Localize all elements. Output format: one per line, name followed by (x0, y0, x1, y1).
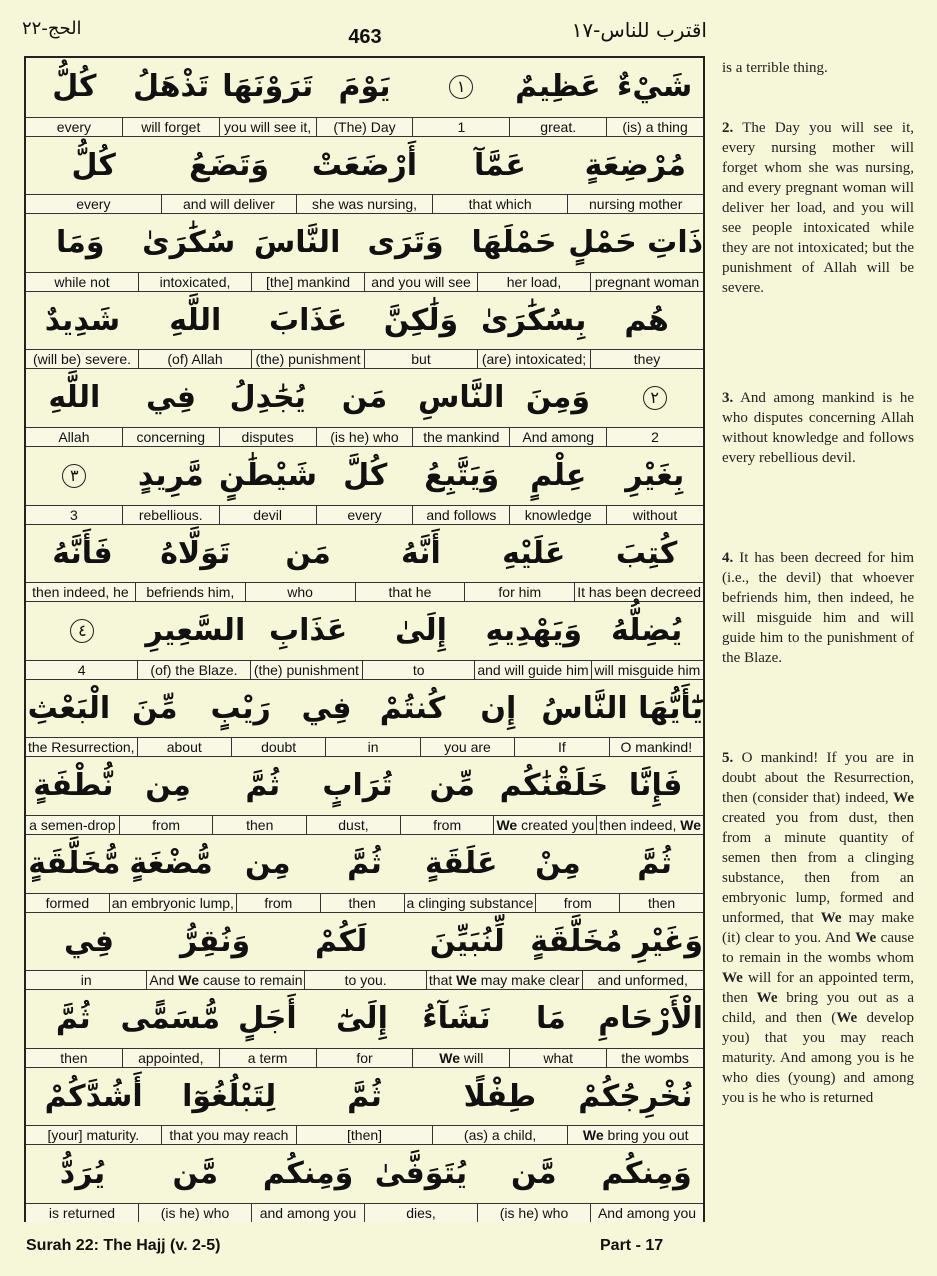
translation-text: The Day you will see it, every nursing mother will forget whom she was nursing, and every pregnant woman will deliver her load, and you will see people intoxicated while they are not intoxicated; but the punishment of Allah will be severe. (722, 120, 914, 296)
arabic-word: مَن (341, 380, 388, 416)
verse-number-circle: ٢ (643, 386, 667, 410)
english-gloss: doubt (231, 738, 325, 756)
english-gloss: what (509, 1049, 606, 1067)
english-gloss: she was nursing, (296, 195, 432, 213)
arabic-line (26, 58, 703, 116)
arabic-word: عِلْمٍ (530, 458, 587, 493)
english-gloss: an embryonic lump, (109, 894, 236, 912)
verse-number: 3. (722, 390, 734, 406)
arabic-word: عَمَّآ (473, 147, 526, 183)
english-gloss: We bring you out (567, 1126, 703, 1144)
english-gloss: but (364, 350, 477, 368)
verse-number-circle: ٣ (62, 464, 86, 488)
english-gloss: in (80, 972, 92, 989)
english-gloss: 4 (77, 661, 86, 678)
arabic-line (26, 214, 703, 272)
arabic-word: يُجَٰدِلُ (229, 380, 306, 416)
english-gloss: is returned (48, 1204, 116, 1221)
english-gloss: and will deliver (161, 195, 297, 213)
english-gloss: disputes (219, 428, 316, 446)
verse-number-marker (413, 58, 510, 116)
arabic-word: النَّاسَ (253, 225, 341, 261)
arabic-word: وَيَتَّبِعُ (424, 458, 500, 493)
arabic-word: وَغَيْرِ مُخَلَّقَةٍ (530, 923, 703, 959)
arabic-word: ذَاتِ حَمْلٍ (568, 225, 703, 261)
arabic-word: تُرَابٍ (322, 768, 393, 804)
english-gloss: and follows (412, 506, 509, 524)
english-gloss: and will guide him (474, 661, 590, 679)
arabic-word: تَرَوْنَهَا (222, 69, 314, 104)
english-gloss: from (236, 894, 320, 912)
arabic-word: مَّن (510, 1156, 557, 1192)
verse-row (26, 679, 703, 757)
english-gloss: O mankind! (609, 738, 703, 756)
english-gloss: then (212, 816, 306, 834)
english-gloss: without (606, 506, 703, 524)
arabic-word: سُكَٰرَىٰ (142, 225, 236, 261)
english-gloss: to (362, 661, 474, 679)
translation-paragraph (722, 548, 914, 668)
english-gloss: that he (355, 583, 465, 601)
english-gloss: We created you (493, 816, 596, 834)
english-gloss-line (26, 815, 703, 834)
arabic-word: شَدِيدٌ (44, 302, 121, 338)
arabic-word: اللَّهِ (48, 380, 101, 416)
arabic-word: وَمِنَ (525, 380, 591, 416)
arabic-line (26, 1145, 703, 1203)
verse-number-circle: ٤ (70, 619, 94, 643)
english-gloss: from (119, 816, 213, 834)
arabic-word: يُضِلُّهُ (610, 613, 683, 649)
verse-number: 4. (722, 550, 734, 566)
english-gloss: and unformed, (582, 971, 703, 989)
verse-row (26, 1144, 703, 1222)
english-gloss: (is he) who (138, 1204, 251, 1222)
english-gloss: to you. (304, 971, 425, 989)
arabic-line (26, 602, 703, 660)
arabic-word: كُلُّ (52, 69, 97, 104)
verse-row (26, 58, 703, 136)
arabic-line (26, 990, 703, 1048)
english-gloss: will misguide him (591, 661, 703, 679)
verse-number-marker (26, 602, 139, 660)
english-gloss: then (619, 894, 703, 912)
arabic-word: يُرَدُّ (59, 1156, 106, 1192)
arabic-word: أَجَلٍ (238, 1001, 297, 1037)
english-gloss: a clinging substance (404, 894, 536, 912)
verse-number-circle: ١ (449, 75, 473, 99)
arabic-line (26, 680, 703, 738)
arabic-line (26, 1068, 703, 1126)
english-gloss: devil (219, 506, 316, 524)
translation-paragraph (722, 118, 914, 298)
footer-surah-label: Surah 22: The Hajj (v. 2-5) (26, 1237, 221, 1254)
english-gloss: concerning (122, 428, 219, 446)
arabic-word: لِتَبْلُغُوٓا (182, 1078, 277, 1114)
verse-row (26, 213, 703, 291)
english-gloss: the Resurrection, (27, 739, 135, 756)
english-gloss: dies, (364, 1204, 477, 1222)
english-gloss: (The) Day (316, 118, 413, 136)
english-gloss: And among (509, 428, 606, 446)
english-gloss: rebellious. (122, 506, 219, 524)
verse-number: 2. (722, 120, 734, 136)
header-surah-label: الحج-٢٢ (22, 18, 82, 39)
english-gloss: intoxicated, (138, 273, 251, 291)
footer-part-label: Part - 17 (600, 1237, 664, 1254)
english-gloss: while not (54, 273, 110, 290)
verse-row (26, 756, 703, 834)
english-gloss: that which (432, 195, 568, 213)
arabic-word: مُّخَلَّقَةٍ (28, 846, 121, 881)
english-gloss: 3 (70, 506, 78, 523)
english-gloss: the wombs (606, 1049, 703, 1067)
english-gloss-line (26, 194, 703, 213)
arabic-word: كُتِبَ (615, 535, 678, 571)
arabic-word: اللَّهِ (169, 302, 222, 338)
english-gloss: [then] (296, 1126, 432, 1144)
verse-row (26, 1067, 703, 1145)
arabic-word: أَنَّهُ (401, 535, 441, 571)
arabic-word: عَذَابِ (268, 613, 348, 649)
arabic-word: عَلَيْهِ (502, 535, 566, 571)
arabic-word: نَشَآءُ (422, 1001, 491, 1037)
english-gloss-line (26, 1048, 703, 1067)
english-gloss: And We cause to remain (146, 971, 304, 989)
arabic-line (26, 835, 703, 893)
english-gloss: in (325, 738, 419, 756)
english-gloss: from (400, 816, 494, 834)
translation-text: And among mankind is he who disputes concerning Allah without knowledge and follows every rebellious devil. (722, 390, 914, 466)
english-gloss: If (514, 738, 608, 756)
english-gloss: (is he) who (316, 428, 413, 446)
arabic-word: النَّاسِ (417, 380, 505, 416)
arabic-word: مِّنَ (132, 690, 178, 726)
arabic-word: يَٰٓأَيُّهَا النَّاسُ (541, 690, 703, 726)
translation-text: It has been decreed for him (i.e., the devil) that whoever befriends him, then indeed, he will misguide him and will guide him to the punishment of the Blaze. (722, 550, 914, 666)
english-gloss: for him (464, 583, 574, 601)
arabic-word: الْبَعْثِ (27, 690, 111, 726)
english-gloss: (will be) severe. (32, 351, 132, 368)
arabic-word: شَيْءٌ (617, 69, 693, 104)
arabic-word: نُّطْفَةٍ (33, 768, 114, 804)
arabic-word: هُم (624, 302, 669, 338)
arabic-word: مُرْضِعَةٍ (584, 147, 686, 183)
english-gloss: Allah (58, 428, 90, 445)
english-gloss: nursing mother (567, 195, 703, 213)
arabic-word: كُلُّ (71, 147, 116, 183)
english-gloss-line (26, 737, 703, 756)
verse-row (26, 136, 703, 214)
english-gloss: every (76, 196, 111, 213)
english-gloss-line (26, 1125, 703, 1144)
english-gloss-line (26, 1203, 703, 1222)
arabic-line (26, 292, 703, 350)
english-gloss-line (26, 505, 703, 524)
arabic-word: أَشُدَّكُمْ (44, 1078, 143, 1114)
english-gloss: [your] maturity. (47, 1127, 140, 1144)
arabic-word: مَّن (172, 1156, 219, 1192)
verse-row (26, 524, 703, 602)
arabic-word: مُّضْغَةٍ (129, 846, 213, 881)
english-gloss: befriends him, (135, 583, 245, 601)
english-gloss: (are) intoxicated; (477, 350, 590, 368)
english-gloss: every (316, 506, 413, 524)
arabic-word: فَأَنَّهُ (52, 535, 113, 571)
arabic-line (26, 369, 703, 427)
english-gloss-line (26, 970, 703, 989)
english-gloss: her load, (477, 273, 590, 291)
english-gloss: that you may reach (161, 1126, 297, 1144)
english-gloss: the mankind (412, 428, 509, 446)
english-gloss-line (26, 660, 703, 679)
english-gloss: they (590, 350, 703, 368)
arabic-word: ثُمَّ (347, 1078, 382, 1114)
english-gloss: that We may make clear (426, 971, 582, 989)
arabic-word: لِّنُبَيِّنَ (429, 923, 505, 959)
verse-number: 5. (722, 750, 734, 766)
arabic-word: وَتَرَى (367, 225, 444, 261)
verse-number-marker (26, 447, 123, 505)
english-gloss-line (26, 349, 703, 368)
english-gloss-line (26, 117, 703, 136)
arabic-word: فِي (301, 690, 352, 726)
arabic-word: بِغَيْرِ (625, 458, 685, 493)
arabic-word: مِنْ (535, 846, 581, 881)
page-number: 463 (348, 26, 382, 48)
verse-row (26, 601, 703, 679)
arabic-word: حَمْلَهَا (471, 225, 557, 261)
arabic-word: وَمِنكُم (601, 1156, 692, 1192)
english-gloss: great. (509, 118, 606, 136)
verse-row (26, 912, 703, 990)
arabic-word: يُتَوَفَّىٰ (374, 1156, 468, 1192)
english-gloss: (the) punishment (250, 661, 362, 679)
arabic-word: السَّعِيرِ (145, 613, 246, 649)
arabic-word: عَذَابَ (268, 302, 348, 338)
english-gloss: then indeed, We (596, 816, 703, 834)
arabic-line (26, 913, 703, 971)
english-gloss: and among you (251, 1204, 364, 1222)
verse-row (26, 291, 703, 369)
english-gloss: and you will see (364, 273, 477, 291)
arabic-word: شَيْطَٰنٍ (219, 458, 317, 493)
verse-row (26, 446, 703, 524)
english-gloss: (as) a child, (432, 1126, 568, 1144)
arabic-word: ثُمَّ (637, 846, 673, 881)
english-gloss: 2 (606, 428, 703, 446)
english-gloss-line (26, 272, 703, 291)
english-gloss: And among you (590, 1204, 703, 1222)
arabic-word: مَا (536, 1001, 566, 1037)
verse-row (26, 834, 703, 912)
arabic-word: إِلَىٰٓ (335, 1001, 388, 1037)
arabic-word: وَتَضَعُ (189, 147, 270, 183)
english-gloss-line (26, 427, 703, 446)
translation-paragraph (722, 388, 914, 468)
verse-row (26, 989, 703, 1067)
arabic-word: يَوْمَ (338, 69, 391, 104)
arabic-word: مَّرِيدٍ (137, 458, 204, 493)
arabic-word: ثُمَّ (55, 1001, 91, 1037)
english-gloss: from (535, 894, 619, 912)
arabic-line (26, 447, 703, 505)
arabic-word: عَلَقَةٍ (424, 846, 498, 881)
english-gloss: We will (412, 1049, 509, 1067)
english-gloss: (is he) who (477, 1204, 590, 1222)
arabic-word: فِي (146, 380, 197, 416)
english-gloss: every (56, 118, 92, 135)
english-gloss: knowledge (509, 506, 606, 524)
word-by-word-grid (24, 56, 705, 1222)
english-gloss: (is) a thing (606, 118, 703, 136)
translation-text: O mankind! If you are in doubt about the Resurrection, then (consider that) indeed, We created you from dust, then from a minute quantity of semen then from a clinging substance, then from an embryonic lump, formed and unformed, that We may make (it) clear to you. And We cause to remain in the wombs whom We will for an appointed term, then We bring you out as a child, and then (We develop you) that you may reach maturity. And among you is he who dies (young) and among you is he who is returned (722, 750, 915, 1106)
arabic-word: مُّسَمًّى (120, 1001, 221, 1037)
arabic-word: لَكُمْ (315, 923, 368, 959)
arabic-word: فِي (64, 923, 115, 959)
translation-paragraph (722, 748, 914, 1108)
arabic-word: بِسُكَٰرَىٰ (481, 302, 587, 338)
english-gloss: about (137, 738, 231, 756)
arabic-word: وَنُقِرُّ (180, 923, 251, 959)
english-gloss: then (320, 894, 404, 912)
verse-row (26, 368, 703, 446)
translation-paragraph (722, 58, 914, 78)
english-gloss: will forget (122, 118, 219, 136)
arabic-word: طِفْلًا (463, 1078, 537, 1114)
arabic-word: الْأَرْحَامِ (598, 1001, 703, 1037)
arabic-word: وَمَا (56, 225, 105, 261)
arabic-word: مِن (145, 768, 191, 804)
english-gloss-line (26, 893, 703, 912)
arabic-line (26, 137, 703, 195)
arabic-word: ثُمَّ (245, 768, 281, 804)
english-gloss: dust, (306, 816, 400, 834)
english-gloss: then (60, 1049, 88, 1066)
english-gloss: (of) Allah (138, 350, 251, 368)
arabic-word: فَإِنَّا (628, 768, 683, 804)
english-gloss: 1 (412, 118, 509, 136)
english-gloss: appointed, (122, 1049, 219, 1067)
arabic-word: وَلَٰكِنَّ (383, 302, 459, 338)
arabic-word: رَيْبٍ (210, 690, 271, 726)
translation-text: is a terrible thing. (722, 60, 828, 76)
header-juz-label: اقترب للناس-١٧ (571, 18, 707, 42)
arabic-word: إِن (480, 690, 517, 726)
english-gloss-line (26, 582, 703, 601)
english-gloss: formed (45, 894, 90, 911)
arabic-word: إِلَىٰ (394, 613, 447, 649)
arabic-line (26, 757, 703, 815)
arabic-word: ثُمَّ (347, 846, 382, 881)
arabic-word: وَمِنكُم (262, 1156, 354, 1192)
english-gloss: who (245, 583, 355, 601)
arabic-word: تَوَلَّاهُ (160, 535, 231, 571)
english-gloss: (the) punishment (251, 350, 364, 368)
arabic-word: مِّن (429, 768, 476, 804)
english-gloss: you are (420, 738, 514, 756)
arabic-word: أَرْضَعَتْ (311, 147, 418, 183)
arabic-word: تَذْهَلُ (132, 69, 210, 104)
english-gloss: you will see it, (219, 118, 316, 136)
arabic-word: نُخْرِجُكُمْ (578, 1078, 693, 1114)
arabic-line (26, 525, 703, 583)
english-gloss: It has been decreed (574, 583, 703, 601)
arabic-word: كُلَّ (343, 458, 388, 493)
english-gloss: for (316, 1049, 413, 1067)
english-gloss: a term (219, 1049, 316, 1067)
arabic-word: خَلَقْنَٰكُم (499, 768, 609, 804)
arabic-word: وَيَهْدِيهِ (485, 613, 583, 649)
arabic-word: مِن (244, 846, 291, 881)
arabic-word: كُنتُمْ (379, 690, 446, 726)
english-gloss: [the] mankind (251, 273, 364, 291)
arabic-word: عَظِيمٌ (515, 69, 601, 104)
english-gloss: a semen-drop (29, 816, 116, 833)
english-gloss: (of) the Blaze. (137, 661, 249, 679)
english-gloss: then indeed, he (32, 584, 129, 601)
verse-number-marker (606, 369, 703, 427)
arabic-word: مَن (285, 535, 331, 571)
english-gloss: pregnant woman (590, 273, 703, 291)
